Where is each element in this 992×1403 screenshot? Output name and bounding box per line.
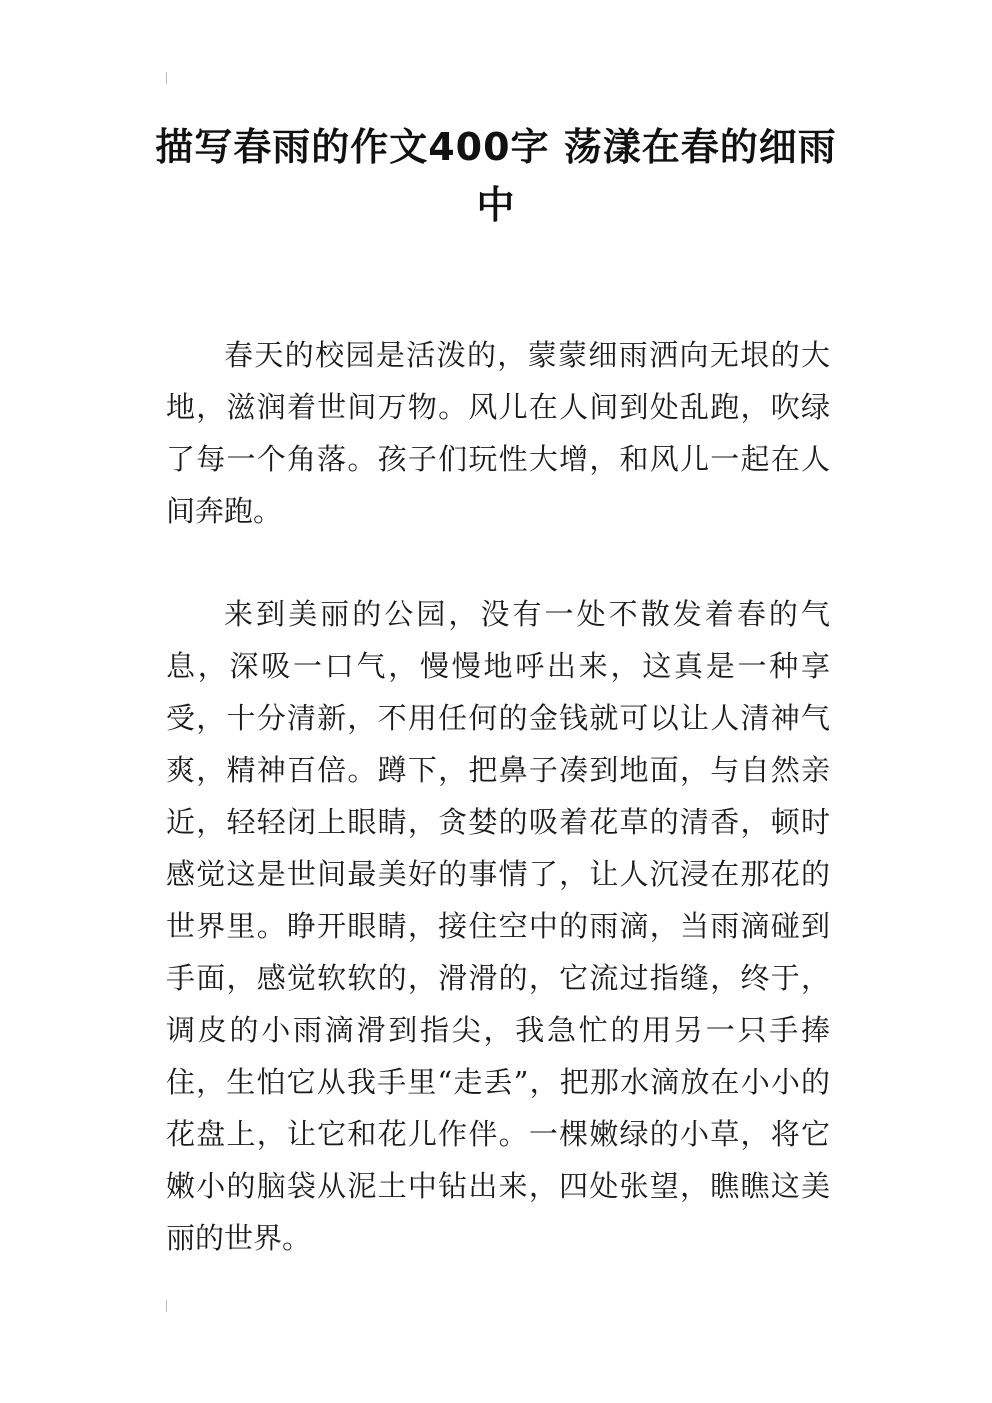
paragraph-1: 春天的校园是活泼的，蒙蒙细雨洒向无垠的大地，滋润着世间万物。风儿在人间到处乱跑，吹绿了每一个角落。孩子们玩性大增，和风儿一起在人间奔跑。 — [166, 338, 830, 528]
paragraph-2: 来到美丽的公园，没有一处不散发着春的气息，深吸一口气，慢慢地呼出来，这真是一种享受，十分清新，不用任何的金钱就可以让人清神气爽，精神百倍。蹲下，把鼻子凑到地面，与自然亲近，轻轻闭上眼睛，贪婪的吸着花草的清香，顿时感觉这是世间最美好的事情了，让人沉浸在那花的世界里。睁开眼睛，接住空中的雨滴，当雨滴碰到手面，感觉软软的，滑滑的，它流过指缝，终于，调皮的小雨滴滑到指尖，我急忙的用另一只手捧住，生怕它从我手里“走丢”，把那水滴放在小小的花盘上，让它和花儿作伴。一棵嫩绿的小草，将它嫩小的脑袋从泥土中钻出来，四处张望，瞧瞧这美丽的世界。 — [166, 597, 830, 1255]
document-title: 描写春雨的作文400字 荡漾在春的细雨中 — [155, 125, 837, 227]
page-corner-mark-bottom — [166, 1300, 167, 1312]
page-corner-mark-top — [166, 72, 167, 84]
